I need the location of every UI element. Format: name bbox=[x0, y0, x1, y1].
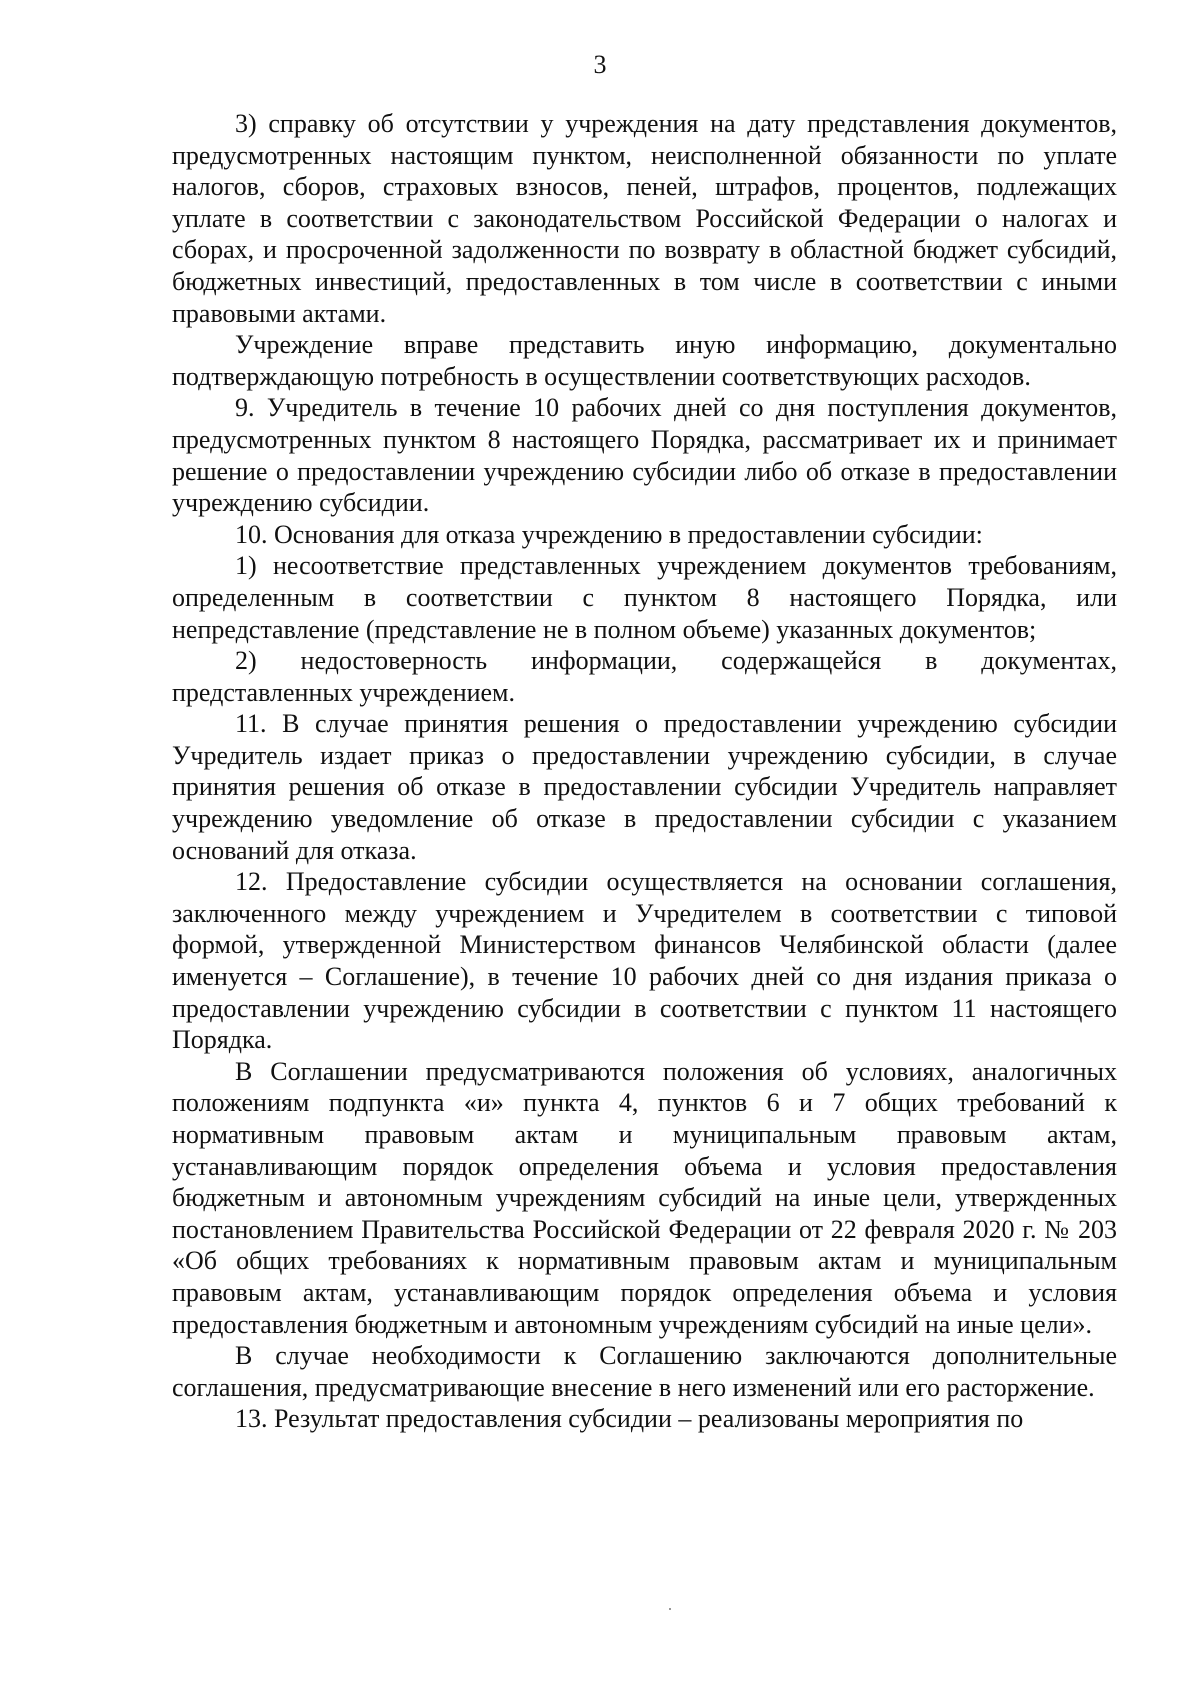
scan-speck bbox=[669, 1608, 671, 1610]
paragraph-clause-10-item-2: 2) недостоверность информации, содержащейся в документах, представленных учреждением. bbox=[172, 646, 1117, 707]
paragraph-clause-11: 11. В случае принятия решения о предоставлении учреждению субсидии Учредитель издает приказ о предоставлении учреждению субсидии, в случае принятия решения об отказе в предоставлении субсидии Учредитель направляет учреждению уведомление об отказе в предоставлении субсидии с указанием оснований для отказа. bbox=[172, 709, 1117, 865]
page-number: 3 bbox=[593, 50, 607, 79]
paragraph-agreement-provisions: В Соглашении предусматриваются положения об условиях, аналогичных положениям подпункта «и» пункта 4, пунктов 6 и 7 общих требований к нормативным правовым актам и муниципальным правовым актам, устанавливающим порядок определения объема и условия предоставления бюджетным и автономным учреждениям субсидий на иные цели, утвержденных постановлением Правительства Российской Федерации от 22 февраля 2020 г. № 203 «Об общих требованиях к нормативным правовым актам и муниципальным правовым актам, устанавливающим порядок определения объема и условия предоставления бюджетным и автономным учреждениям субсидий на иные цели». bbox=[172, 1056, 1117, 1339]
paragraph-additional-info: Учреждение вправе представить иную информацию, документально подтверждающую потребность в осуществлении соответствующих расходов. bbox=[172, 330, 1117, 391]
paragraph-additional-agreements: В случае необходимости к Соглашению заключаются дополнительные соглашения, предусматривающие внесение в него изменений или его расторжение. bbox=[172, 1341, 1117, 1402]
paragraph-clause-10-item-1: 1) несоответствие представленных учреждением документов требованиям, определенным в соответствии с пунктом 8 настоящего Порядка, или непредставление (представление не в полном объеме) указанных документов; bbox=[172, 551, 1117, 644]
paragraph-clause-13: 13. Результат предоставления субсидии – реализованы мероприятия по bbox=[235, 1404, 1024, 1434]
paragraph-clause-12: 12. Предоставление субсидии осуществляется на основании соглашения, заключенного между учреждением и Учредителем в соответствии с типовой формой, утвержденной Министерством финансов Челябинской области (далее именуется – Соглашение), в течение 10 рабочих дней со дня издания приказа о предоставлении учреждению субсидии в соответствии с пунктом 11 настоящего Порядка. bbox=[172, 867, 1117, 1055]
document-body bbox=[172, 108, 1117, 1435]
paragraph-clause-9: 9. Учредитель в течение 10 рабочих дней со дня поступления документов, предусмотренных пунктом 8 настоящего Порядка, рассматривает их и принимает решение о предоставлении учреждению субсидии либо об отказе в предоставлении учреждению субсидии. bbox=[172, 393, 1117, 518]
paragraph-item-3-certificate: 3) справку об отсутствии у учреждения на дату представления документов, предусмотренных настоящим пунктом, неисполненной обязанности по уплате налогов, сборов, страховых взносов, пеней, штрафов, процентов, подлежащих уплате в соответствии с законодательством Российской Федерации о налогах и сборах, и просроченной задолженности по возврату в областной бюджет субсидий, бюджетных инвестиций, предоставленных в том числе в соответствии с иными правовыми актами. bbox=[172, 109, 1117, 328]
paragraph-clause-10: 10. Основания для отказа учреждению в предоставлении субсидии: bbox=[235, 519, 983, 549]
